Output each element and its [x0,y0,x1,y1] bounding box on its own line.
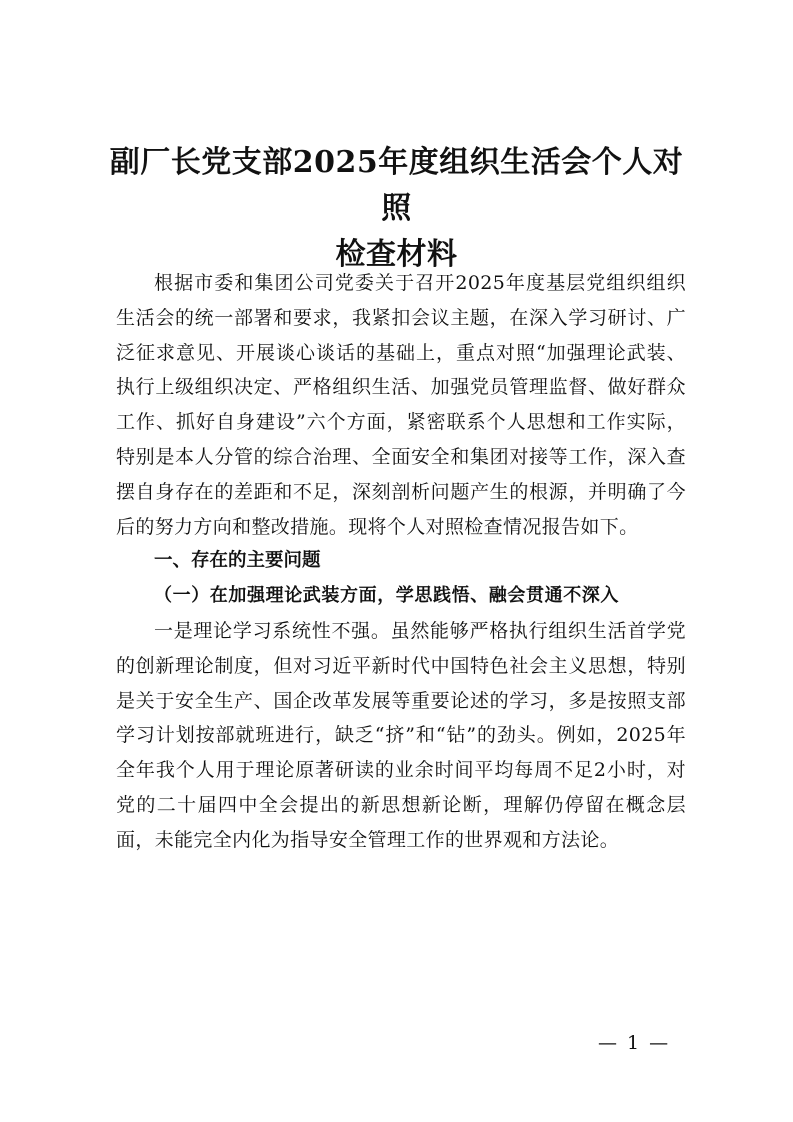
page-number: — 1 — [598,1032,671,1054]
point-one-paragraph: 一是理论学习系统性不强。虽然能够严格执行组织生活首学党的创新理论制度，但对习近平新时代中国特色社会主义思想，特别是关于安全生产、国企改革发展等重要论述的学习，多是按照支部学习计划按部就班进行，缺乏“挤”和“钻”的劲头。例如，2025年全年我个人用于理论原著研读的业余时间平均每周不足2小时，对党的二十届四中全会提出的新思想新论断，理解仍停留在概念层面，未能完全内化为指导安全管理工作的世界观和方法论。 [116,619,686,851]
subsection-heading-theory: （一）在加强理论武装方面，学思践悟、融会贯通不深入 [154,585,619,607]
section-heading-main-problems: 一、存在的主要问题 [154,550,321,572]
document-title [100,140,693,278]
document-title-line-2: 检查材料 [335,237,458,272]
document-body [116,266,686,858]
intro-paragraph: 根据市委和集团公司党委关于召开2025年度基层党组织组织生活会的统一部署和要求，我紧扣会议主题，在深入学习研讨、广泛征求意见、开展谈心谈话的基础上，重点对照“加强理论武装、执行上级组织决定、严格组织生活、加强党员管理监督、做好群众工作、抓好自身建设”六个方面，紧密联系个人思想和工作实际，特别是本人分管的综合治理、全面安全和集团对接等工作，深入查摆自身存在的差距和不足，深刻剖析问题产生的根源，并明确了今后的努力方向和整改措施。现将个人对照检查情况报告如下。 [116,272,686,538]
document-title-line-1: 副厂长党支部2025年度组织生活会个人对照 [109,145,684,226]
